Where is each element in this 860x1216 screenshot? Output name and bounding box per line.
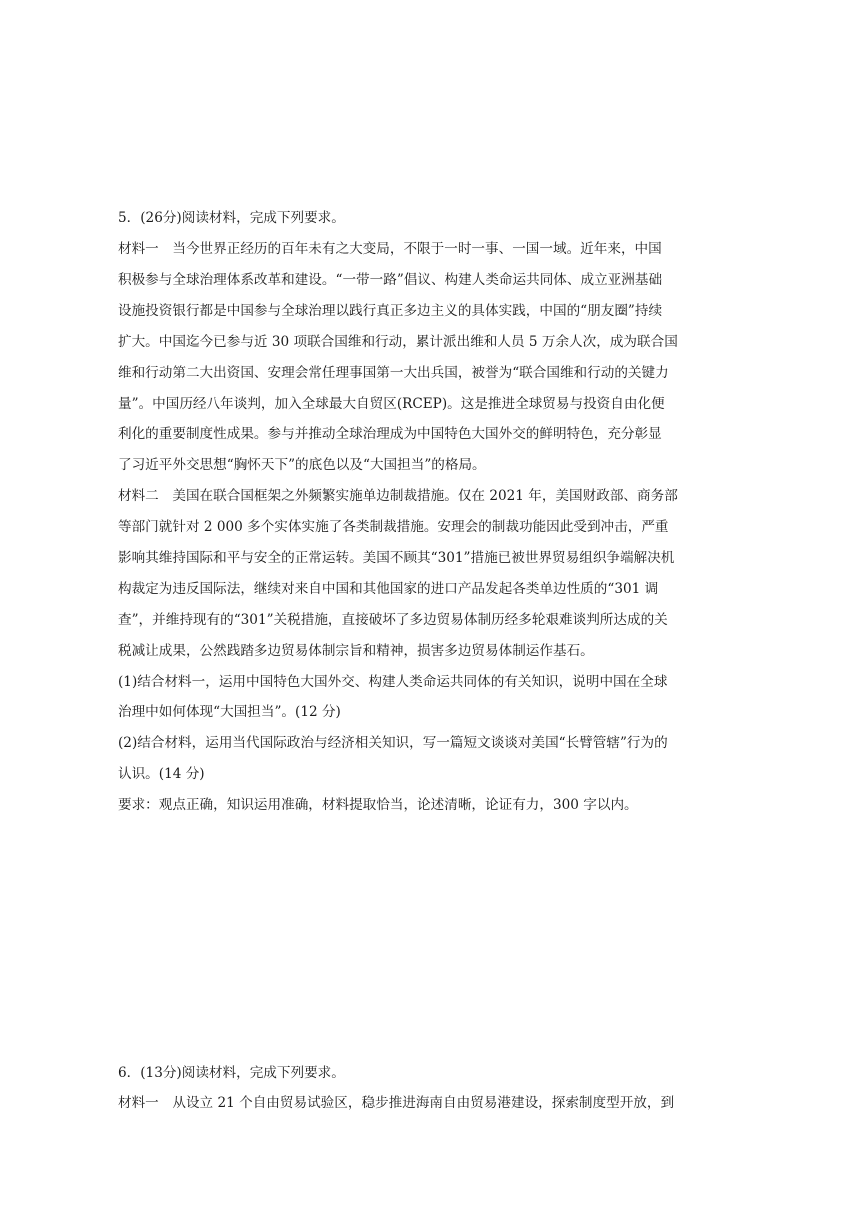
material-1-line: 了习近平外交思想“胸怀天下”的底色以及“大国担当”的格局。 — [118, 457, 486, 473]
material-1-line: 设施投资银行都是中国参与全球治理以践行真正多边主义的具体实践，中国的“朋友圈”持续 — [118, 303, 663, 319]
material-1-line: 扩大。中国迄今已参与近 30 项联合国维和行动，累计派出维和人员 5 万余人次，成为联合国 — [118, 334, 678, 350]
material-1-line: 积极参与全球治理体系改革和建设。“一带一路”倡议、构建人类命运共同体、成立亚洲基础 — [118, 272, 663, 288]
sub-question-2-line: (2)结合材料，运用当代国际政治与经济相关知识，写一篇短文谈谈对美国“长臂管辖”行为的 — [118, 735, 668, 751]
sub-question-1-line: (1)结合材料一，运用中国特色大国外交、构建人类命运共同体的有关知识，说明中国在全球 — [118, 674, 668, 690]
question-6-heading: 6．(13分)阅读材料，完成下列要求。 — [118, 1065, 345, 1081]
material-2-line: 税减让成果，公然践踏多边贸易体制宗旨和精神，损害多边贸易体制运作基石。 — [118, 643, 594, 659]
material-1-line: 量”。中国历经八年谈判，加入全球最大自贸区(RCEP)。这是推进全球贸易与投资自由化便 — [118, 396, 665, 412]
requirements-line: 要求：观点正确，知识运用准确，材料提取恰当，论述清晰，论证有力，300 字以内。 — [118, 797, 638, 813]
q6-material-1-line: 材料一 从设立 21 个自由贸易试验区，稳步推进海南自由贸易港建设，探索制度型开放，到 — [118, 1095, 675, 1111]
question-5-heading: 5．(26分)阅读材料，完成下列要求。 — [118, 210, 345, 226]
material-1-line: 材料一 当今世界正经历的百年未有之大变局，不限于一时一事、一国一域。近年来，中国 — [118, 241, 662, 257]
material-2-line: 等部门就针对 2 000 多个实体实施了各类制裁措施。安理会的制裁功能因此受到冲击，严重 — [118, 519, 669, 535]
sub-question-1-line: 治理中如何体现“大国担当”。(12 分) — [118, 704, 341, 720]
material-2-line: 材料二 美国在联合国框架之外频繁实施单边制裁措施。仅在 2021 年，美国财政部、商务部 — [118, 488, 678, 504]
material-2-line: 构裁定为违反国际法，继续对来自中国和其他国家的进口产品发起各类单边性质的“301 调 — [118, 581, 659, 597]
material-2-line: 查”，并维持现有的“301”关税措施，直接破坏了多边贸易体制历经多轮艰难谈判所达成的关 — [118, 612, 668, 628]
sub-question-2-line: 认识。(14 分) — [118, 766, 205, 782]
material-1-line: 维和行动第二大出资国、安理会常任理事国第一大出兵国，被誉为“联合国维和行动的关键力 — [118, 365, 669, 381]
material-2-line: 影响其维持国际和平与安全的正常运转。美国不顾其“301”措施已被世界贸易组织争端解决机 — [118, 550, 675, 566]
material-1-line: 利化的重要制度性成果。参与并推动全球治理成为中国特色大国外交的鲜明特色，充分彰显 — [118, 426, 662, 442]
